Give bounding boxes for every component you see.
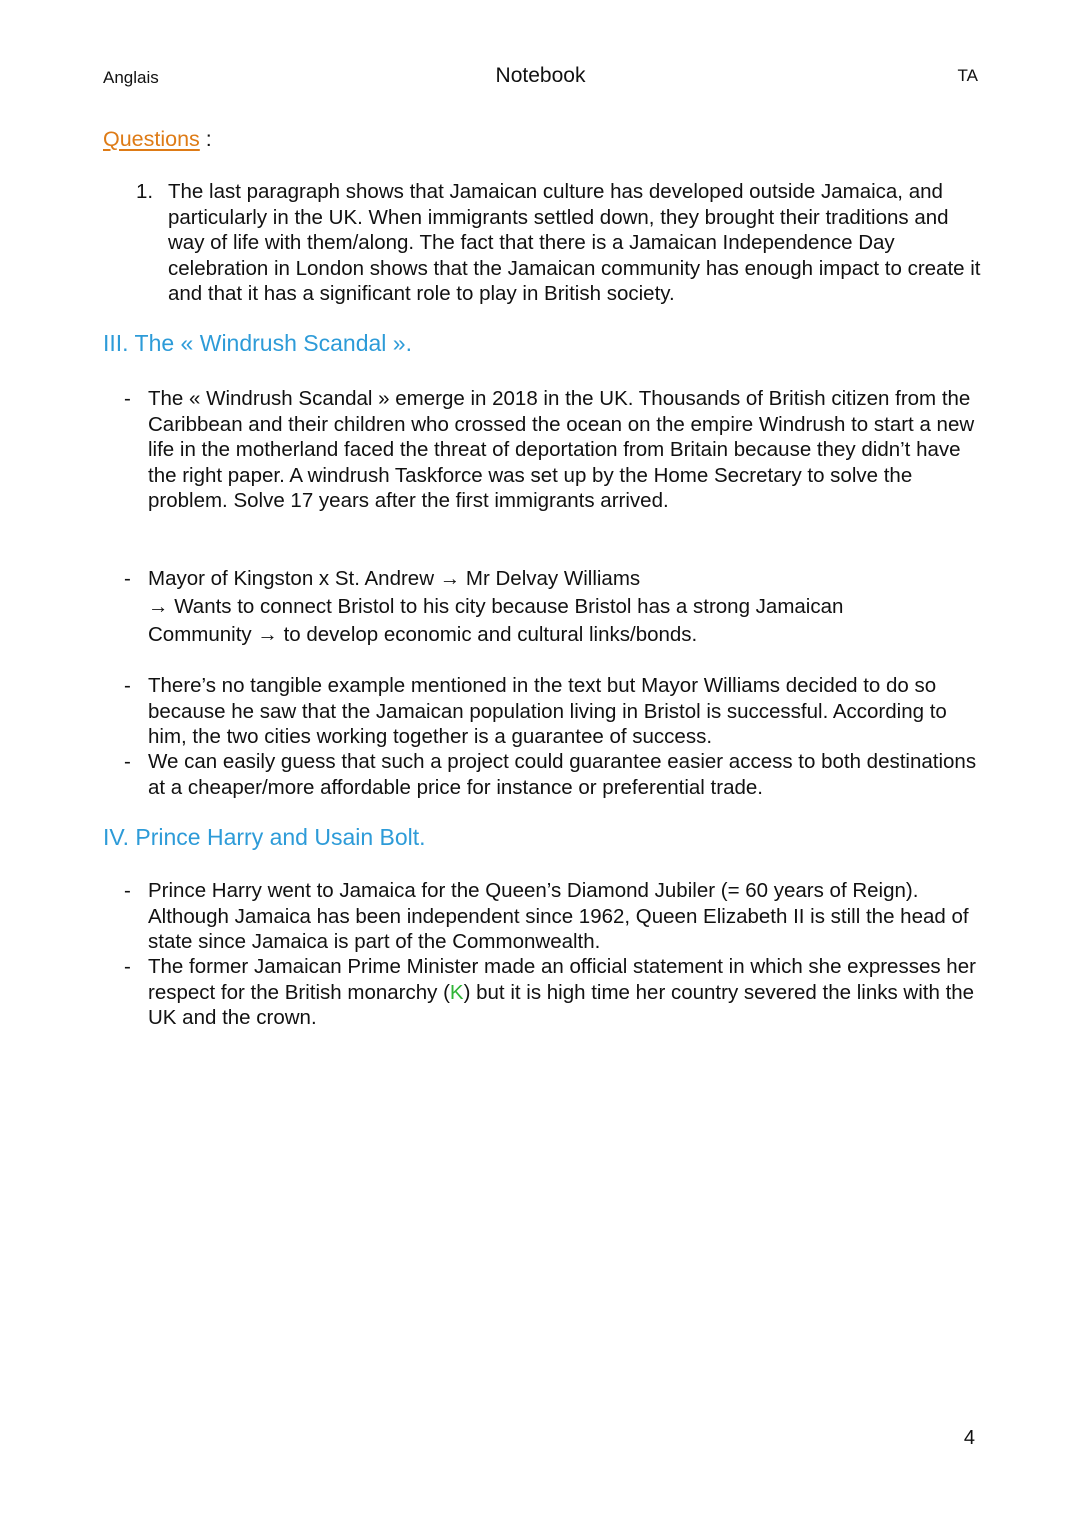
question-number: 1. bbox=[136, 180, 154, 203]
section-4-title: IV. Prince Harry and Usain Bolt. bbox=[103, 824, 426, 850]
bullet-text: Prince Harry went to Jamaica for the Queen’s Diamond Jubiler (= 60 years of Reign). Although Jamaica has been independent since 1962, Queen Elizabeth II is still the head of state since Jamaica is part of the Commonwealth. bbox=[148, 879, 969, 953]
section-3-bullet-4 bbox=[124, 749, 986, 800]
bullet-dash: - bbox=[124, 750, 131, 773]
bullet-dash: - bbox=[124, 567, 131, 590]
bullet-text: The « Windrush Scandal » emerge in 2018 in the UK. Thousands of British citizen from the Caribbean and their children who crossed the ocean on the empire Windrush to start a new life in the motherland faced the threat of deportation from Britain because they didn’t have the right paper. A windrush Taskforce was set up by the Home Secretary to solve the problem. Solve 17 years after the first immigrants arrived. bbox=[148, 387, 975, 512]
right-arrow-icon: → bbox=[439, 567, 461, 590]
questions-heading bbox=[103, 127, 212, 152]
author-initials: TA bbox=[957, 66, 978, 85]
community-line bbox=[148, 621, 986, 649]
statement-text-end: ) but it is high time her country severed the links with the UK and the crown. bbox=[148, 980, 975, 1029]
section-3-bullet-1 bbox=[124, 386, 986, 514]
section-3-bullet-2 bbox=[124, 565, 986, 649]
question-answer-text: The last paragraph shows that Jamaican culture has developed outside Jamaica, and particularly in the UK. When immigrants settled down, they brought their traditions and way of life with them/along. The fact that there is a Jamaican Independence Day celebration in London shows that the Jamaican community has enough impact to create it and that it has a significant role to play in British society. bbox=[168, 180, 981, 305]
mayor-line bbox=[148, 565, 986, 593]
wants-text: Wants to connect Bristol to his city because Bristol has a strong Jamaican bbox=[174, 595, 844, 618]
bullet-dash: - bbox=[124, 674, 131, 697]
links-text: to develop economic and cultural links/bonds. bbox=[283, 623, 698, 646]
page-number: 4 bbox=[963, 1427, 975, 1449]
bullet-text: There’s no tangible example mentioned in the text but Mayor Williams decided to do so because he saw that the Jamaican population living in Bristol is successful. According to him, the two cities working together is a guarantee of success. bbox=[148, 674, 947, 748]
bullet-dash: - bbox=[124, 387, 131, 410]
question-item-1 bbox=[136, 179, 986, 307]
community-text: Community bbox=[148, 623, 252, 646]
right-arrow-icon: → bbox=[257, 623, 278, 646]
wants-line bbox=[148, 593, 986, 621]
bullet-text bbox=[148, 954, 986, 1031]
section-3-bullet-3 bbox=[124, 673, 986, 750]
questions-colon: : bbox=[199, 127, 212, 151]
notebook-title: Notebook bbox=[495, 64, 586, 87]
mayor-of-kingston-text: Mayor of Kingston x St. Andrew bbox=[148, 567, 434, 590]
bullet-text bbox=[148, 565, 986, 649]
section-3-title: III. The « Windrush Scandal ». bbox=[103, 330, 412, 356]
page-header bbox=[103, 62, 978, 92]
mayor-name-text: Mr Delvay Williams bbox=[465, 567, 641, 590]
section-4-bullet-2 bbox=[124, 954, 986, 1031]
bullet-dash: - bbox=[124, 879, 131, 902]
highlight-k: K bbox=[449, 980, 464, 1004]
statement-text-start: The former Jamaican Prime Minister made an official statement in which she expresses her respect for the British monarchy ( bbox=[148, 955, 976, 1004]
bullet-text: We can easily guess that such a project could guarantee easier access to both destinations at a cheaper/more affordable price for instance or preferential trade. bbox=[148, 750, 977, 799]
questions-link[interactable]: Questions bbox=[103, 127, 200, 151]
right-arrow-icon: → bbox=[148, 595, 169, 618]
section-4-bullet-1 bbox=[124, 878, 986, 955]
subject-label: Anglais bbox=[103, 68, 159, 87]
bullet-dash: - bbox=[124, 955, 131, 978]
